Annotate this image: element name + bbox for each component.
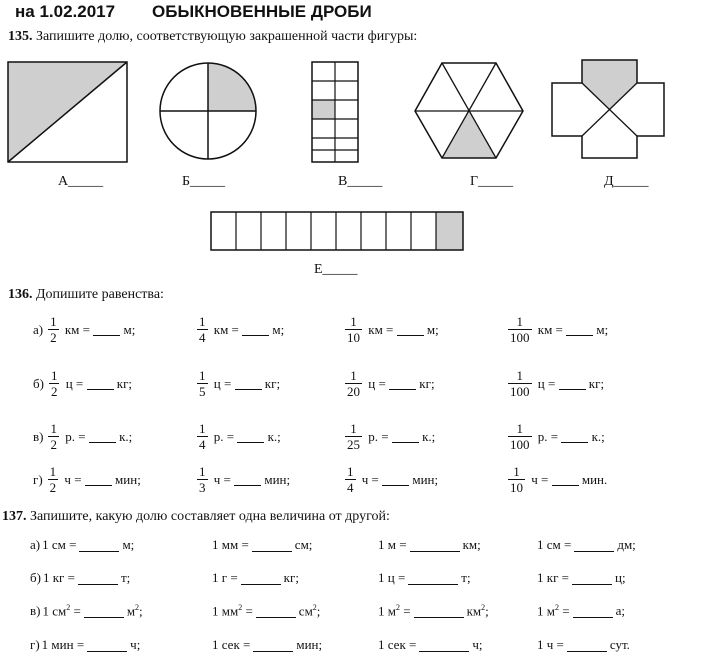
target-unit: кг; — [585, 375, 605, 391]
denominator: 5 — [199, 384, 206, 399]
target-unit: $см^2$; — [298, 603, 321, 619]
left-side: 1 $мм^2$ = — [212, 603, 253, 619]
target-unit: м; — [593, 321, 609, 337]
equation-136-4-2 — [194, 464, 290, 495]
task-135-number: 135. — [8, 29, 33, 44]
answer-blank — [241, 572, 281, 585]
equation-136-3-1 — [33, 421, 132, 452]
answer-blank — [389, 377, 416, 390]
fraction — [345, 421, 362, 452]
target-unit: мин; — [261, 471, 291, 487]
row-label: в) — [30, 603, 41, 619]
target-unit: км; — [462, 537, 481, 552]
fraction — [508, 464, 525, 495]
left-side: 1 см = — [42, 537, 77, 552]
denominator: 2 — [50, 384, 58, 399]
ratio-137-3-3 — [378, 603, 489, 619]
ratio-137-3-4 — [537, 603, 625, 619]
label-a: А_____ — [58, 174, 104, 189]
header-topic: ОБЫКНОВЕННЫЕ ДРОБИ — [152, 2, 372, 21]
equation-136-4-4 — [505, 464, 607, 495]
equation-136-1-1 — [33, 314, 135, 345]
fraction — [508, 421, 532, 452]
answer-blank — [561, 430, 588, 443]
target-unit: к.; — [418, 428, 436, 444]
target-unit: м; — [120, 321, 136, 337]
left-side: 1 г = — [212, 570, 238, 585]
left-side: 1 $м^2$ = — [537, 603, 570, 619]
target-unit: см; — [294, 537, 313, 552]
target-unit: т; — [120, 570, 131, 585]
numerator: 1 — [513, 464, 520, 479]
target-unit: т; — [461, 570, 471, 585]
denominator: 2 — [49, 480, 57, 495]
task-137-number: 137. — [2, 509, 27, 524]
equation-136-1-2 — [194, 314, 284, 345]
equation-136-1-4 — [505, 314, 608, 345]
answer-blank — [78, 572, 118, 585]
label-d: Д_____ — [604, 174, 649, 189]
unit: ч = — [358, 471, 383, 487]
denominator: 100 — [510, 437, 530, 452]
ratio-137-1-3 — [378, 537, 481, 553]
ratio-137-1-4 — [537, 537, 636, 553]
superscript: 2 — [135, 603, 140, 612]
target-unit: к.; — [264, 428, 281, 444]
ratio-137-4-3 — [378, 637, 483, 653]
denominator: 100 — [510, 384, 530, 399]
unit: р. = — [210, 428, 238, 444]
equation-136-2-1 — [33, 368, 132, 399]
target-unit: $м^2$; — [126, 603, 143, 619]
task-136-text: Допишите равенства: — [36, 287, 164, 302]
numerator: 1 — [199, 314, 206, 329]
left-side: 1 ц = — [378, 570, 406, 585]
left-side: 1 сек = — [212, 637, 251, 652]
denominator: 10 — [347, 330, 360, 345]
target-unit: ч; — [472, 637, 483, 652]
label-g: Г_____ — [470, 174, 514, 189]
answer-blank — [234, 473, 261, 486]
fraction — [197, 368, 208, 399]
row-label: а) — [33, 321, 44, 337]
fraction — [345, 368, 362, 399]
target-unit: мин; — [111, 471, 141, 487]
fraction — [345, 464, 356, 495]
figure-a — [8, 62, 127, 162]
denominator: 2 — [50, 437, 57, 452]
fraction — [197, 464, 208, 495]
denominator: 2 — [50, 330, 57, 345]
numerator: 1 — [50, 368, 58, 383]
row-label: в) — [33, 428, 44, 444]
figure-v — [312, 62, 358, 162]
denominator: 25 — [347, 437, 360, 452]
denominator: 3 — [199, 480, 206, 495]
answer-blank — [87, 639, 127, 652]
denominator: 100 — [510, 330, 530, 345]
answer-blank — [392, 430, 419, 443]
target-unit: к.; — [588, 428, 605, 444]
answer-blank — [235, 377, 262, 390]
row-label: г) — [33, 471, 43, 487]
superscript: 2 — [66, 603, 71, 612]
numerator: 1 — [516, 314, 523, 329]
numerator: 1 — [199, 368, 206, 383]
ratio-137-1-2 — [212, 537, 312, 553]
denominator: 4 — [199, 330, 206, 345]
unit: ц = — [62, 375, 87, 391]
answer-blank — [253, 639, 293, 652]
left-side: 1 кг = — [537, 570, 569, 585]
left-side: 1 $м^2$ = — [378, 603, 411, 619]
answer-blank — [93, 323, 120, 336]
header-date: на 1.02.2017 — [15, 2, 116, 21]
answer-blank — [414, 605, 464, 618]
answer-blank — [408, 572, 458, 585]
denominator: 10 — [510, 480, 523, 495]
equation-136-2-4 — [505, 368, 604, 399]
fraction — [49, 368, 60, 399]
fraction — [508, 368, 532, 399]
equation-136-4-1 — [33, 464, 141, 495]
target-unit: мин; — [409, 471, 439, 487]
numerator: 1 — [350, 314, 357, 329]
target-unit: м; — [122, 537, 135, 552]
task-136-heading — [8, 287, 164, 303]
unit: р. = — [61, 428, 89, 444]
task-135-text: Запишите долю, соответствующую закрашенной части фигуры: — [36, 29, 418, 44]
unit: км = — [61, 321, 94, 337]
figure-b — [160, 63, 256, 159]
target-unit: к.; — [115, 428, 133, 444]
denominator: 4 — [347, 480, 354, 495]
left-side: 1 $см^2$ = — [42, 603, 81, 619]
answer-blank — [397, 323, 424, 336]
left-side: 1 мм = — [212, 537, 249, 552]
answer-blank — [256, 605, 296, 618]
answer-blank — [84, 605, 124, 618]
label-b: Б_____ — [182, 174, 226, 189]
answer-blank — [572, 572, 612, 585]
answer-blank — [79, 539, 119, 552]
ratio-137-1-1 — [30, 537, 134, 553]
unit: ч = — [61, 471, 85, 487]
label-v: В_____ — [338, 174, 383, 189]
unit: ц = — [210, 375, 235, 391]
figure-g — [415, 63, 523, 158]
target-unit: ч; — [130, 637, 141, 652]
ratio-137-3-1 — [30, 603, 143, 619]
task-136-number: 136. — [8, 287, 33, 302]
target-unit: сут. — [609, 637, 630, 652]
ratio-137-2-3 — [378, 570, 471, 586]
answer-blank — [252, 539, 292, 552]
answer-blank — [567, 639, 607, 652]
denominator: 20 — [347, 384, 360, 399]
answer-blank — [242, 323, 269, 336]
fraction — [48, 314, 59, 345]
target-unit: ц; — [614, 570, 626, 585]
superscript: 2 — [554, 603, 559, 612]
equation-136-3-2 — [194, 421, 281, 452]
row-label: а) — [30, 537, 41, 552]
answer-blank — [574, 539, 614, 552]
ratio-137-3-2 — [212, 603, 320, 619]
numerator: 1 — [50, 314, 57, 329]
numerator: 1 — [516, 368, 523, 383]
numerator: 1 — [49, 464, 57, 479]
numerator: 1 — [350, 421, 357, 436]
superscript: 2 — [238, 603, 243, 612]
label-e: Е_____ — [314, 262, 358, 277]
fraction — [48, 464, 59, 495]
answer-blank — [89, 430, 116, 443]
unit: ч = — [528, 471, 552, 487]
numerator: 1 — [50, 421, 57, 436]
target-unit: м; — [269, 321, 285, 337]
numerator: 1 — [347, 464, 354, 479]
answer-blank — [573, 605, 613, 618]
unit: р. = — [365, 428, 392, 444]
ratio-137-2-1 — [30, 570, 130, 586]
target-unit: мин. — [578, 471, 608, 487]
row-label: б) — [33, 375, 44, 391]
task-137-heading — [2, 509, 390, 525]
answer-blank — [559, 377, 586, 390]
answer-blank — [566, 323, 593, 336]
equation-136-4-3 — [342, 464, 438, 495]
answer-blank — [237, 430, 264, 443]
row-label: г) — [30, 637, 40, 652]
equation-136-3-4 — [505, 421, 605, 452]
ratio-137-2-2 — [212, 570, 299, 586]
left-side: 1 кг = — [42, 570, 75, 585]
unit: ц = — [534, 375, 559, 391]
equation-136-2-2 — [194, 368, 280, 399]
equation-136-1-3 — [342, 314, 439, 345]
superscript: 2 — [481, 603, 486, 612]
target-unit: мин; — [296, 637, 323, 652]
unit: ч = — [210, 471, 235, 487]
left-side: 1 м = — [378, 537, 407, 552]
denominator: 4 — [199, 437, 206, 452]
answer-blank — [410, 539, 460, 552]
unit: р. = — [534, 428, 562, 444]
answer-blank — [87, 377, 114, 390]
fraction — [345, 314, 362, 345]
figure-e — [211, 212, 463, 250]
ratio-137-4-1 — [30, 637, 140, 653]
superscript: 2 — [395, 603, 400, 612]
ratio-137-2-4 — [537, 570, 626, 586]
left-side: 1 мин = — [41, 637, 85, 652]
answer-blank — [552, 473, 579, 486]
left-side: 1 ч = — [537, 637, 564, 652]
fraction — [197, 421, 208, 452]
fraction — [48, 421, 59, 452]
numerator: 1 — [199, 464, 206, 479]
unit: км = — [534, 321, 567, 337]
answer-blank — [85, 473, 112, 486]
unit: ц = — [365, 375, 390, 391]
ratio-137-4-4 — [537, 637, 630, 653]
figure-d — [552, 60, 664, 158]
target-unit: кг; — [283, 570, 299, 585]
superscript: 2 — [312, 603, 317, 612]
target-unit: а; — [615, 603, 625, 619]
equation-136-3-3 — [342, 421, 435, 452]
target-unit: кг; — [113, 375, 133, 391]
task-137-text: Запишите, какую долю составляет одна величина от другой: — [30, 509, 390, 524]
ratio-137-4-2 — [212, 637, 322, 653]
numerator: 1 — [516, 421, 523, 436]
numerator: 1 — [199, 421, 206, 436]
target-unit: м; — [423, 321, 439, 337]
row-label: б) — [30, 570, 41, 585]
target-unit: дм; — [617, 537, 636, 552]
target-unit: кг; — [261, 375, 281, 391]
answer-blank — [382, 473, 409, 486]
target-unit: кг; — [416, 375, 435, 391]
equation-136-2-3 — [342, 368, 435, 399]
unit: км = — [365, 321, 397, 337]
unit: км = — [210, 321, 243, 337]
fraction — [197, 314, 208, 345]
numerator: 1 — [350, 368, 357, 383]
left-side: 1 см = — [537, 537, 572, 552]
answer-blank — [419, 639, 469, 652]
target-unit: $км^2$; — [466, 603, 489, 619]
fraction — [508, 314, 532, 345]
left-side: 1 сек = — [378, 637, 417, 652]
